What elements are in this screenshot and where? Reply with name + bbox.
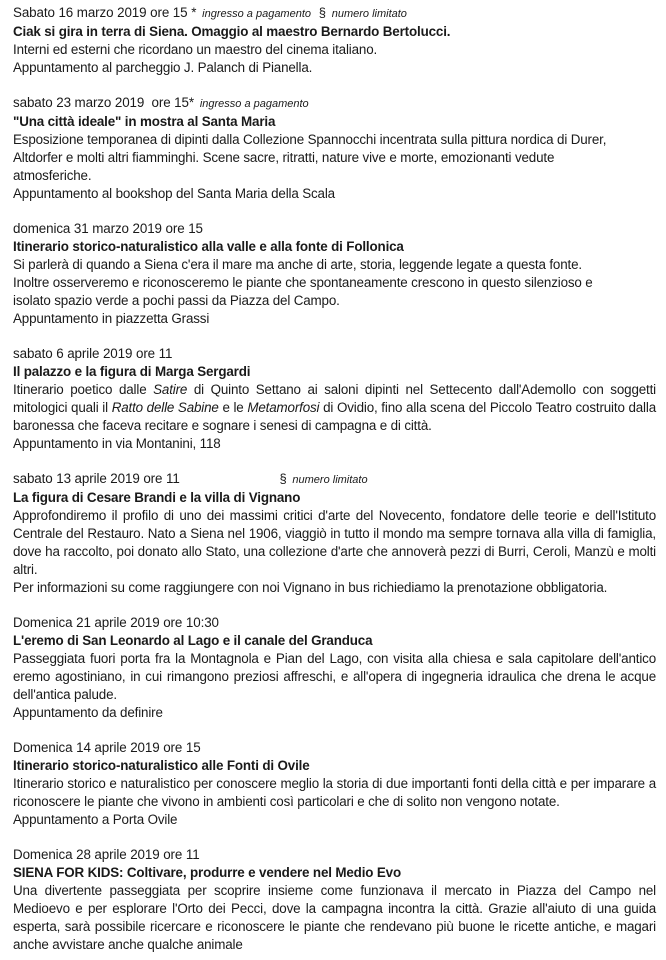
description-text: di Quinto Settano ai saloni dipinti nel Settecento dall'Ademollo con soggetti mitologici quali il [13,382,656,415]
fee-note: ingresso a pagamento [202,8,312,20]
event-title: La figura di Cesare Brandi e la villa di Vignano [13,490,301,505]
description-italic-title: Satire [153,382,188,397]
event-date: Domenica 21 aprile 2019 ore 10:30 [13,615,219,630]
event-date: Domenica 14 aprile 2019 ore 15 [13,740,201,755]
event-date: sabato 13 aprile 2019 ore 11 [13,471,180,486]
event-description-line: atmosferiche. [13,168,92,183]
event-description-line: isolato spazio verde a pochi passi da Piazza del Campo. [13,293,340,308]
description-text: e le [218,400,248,415]
event-entry [13,345,656,453]
fee-note: ingresso a pagamento [199,98,309,110]
event-description-line: Inoltre osserveremo e riconosceremo le piante che spontaneamente crescono in questo silenzioso e [13,275,593,290]
event-date: Sabato 16 marzo 2019 ore 15 [13,5,188,20]
event-date-line [13,4,656,23]
event-description [13,381,656,435]
event-date-line [13,94,656,113]
event-meeting-point: Per informazioni su come raggiungere con noi Vignano in bus richiediamo la prenotazione obbligatoria. [13,580,608,595]
event-description-line: Altdorfer e molti altri fiamminghi. Scene sacre, ritratti, nature vive e morte, emozionanti vedute [13,150,555,165]
event-title: SIENA FOR KIDS: Coltivare, produrre e vendere nel Medio Evo [13,865,401,880]
description-italic-title: Metamorfosi [247,400,320,415]
event-date-line [13,470,656,489]
event-description-line: Esposizione temporanea di dipinti dalla Collezione Spannocchi incentrata sulla pittura nordica di Durer, [13,132,607,147]
event-description: Approfondiremo il profilo di uno dei massimi critici d'arte del Novecento, fondatore delle teorie e dell'Istituto Centrale del Restauro. Nato a Siena nel 1906, viaggiò in tutto il mondo ma sempre tornava alla villa di famiglia, dove ha raccolto, poi donato allo Stato, una collezione d'arte che annoverà pezzi di Burri, Ceroli, Manzù e molti altri. [13,508,656,577]
limit-note: numero limitato [292,474,368,486]
event-entry [13,94,656,203]
event-date: sabato 23 marzo 2019 ore 15 [13,95,189,110]
event-meeting-point: Appuntamento in via Montanini, 118 [13,436,221,451]
section-mark-icon: § [318,5,326,20]
event-entry [13,739,656,829]
limit-note: numero limitato [331,8,407,20]
event-meeting-point: Appuntamento in piazzetta Grassi [13,311,210,326]
event-title: Ciak si gira in terra di Siena. Omaggio al maestro Bernardo Bertolucci. [13,24,451,39]
event-date: sabato 6 aprile 2019 ore 11 [13,346,173,361]
description-text: di Ovidio, fino alla scena del Piccolo Teatro costruito dalla baronessa che faceva recitare e sognare i senesi di campagna e di città. [13,400,657,433]
fee-star-marker: * [187,5,197,20]
event-entry [13,220,656,328]
event-meeting-point: Appuntamento al parcheggio J. Palanch di Pianella. [13,60,313,75]
fee-star-marker: * [188,95,195,110]
description-text: Itinerario poetico dalle [13,382,154,397]
event-meeting-point: Appuntamento al bookshop del Santa Maria della Scala [13,186,335,201]
event-description: Interni ed esterni che ricordano un maestro del cinema italiano. [13,42,378,57]
event-meeting-point: Appuntamento da definire [13,705,163,720]
event-description-line: Si parlerà di quando a Siena c'era il mare ma anche di arte, storia, leggende legate a questa fonte. [13,257,582,272]
event-description: Itinerario storico e naturalistico per conoscere meglio la storia di due importanti fonti della città e per imparare a riconoscere le piante che vivono in ambienti così particolari e che di solito non vengono notate. [13,776,656,809]
event-entry [13,470,656,597]
event-entry [13,846,656,954]
description-italic-title: Ratto delle Sabine [111,400,219,415]
event-description: Una divertente passeggiata per scoprire insieme come funzionava il mercato in Piazza del Campo nel Medioevo e per esplorare l'Orto dei Pecci, dove la campagna incontra la città. Grazie all'aiuto di una guida esperta, sarà possibile ricercare e riconoscere le piante che rendevano più buone le ricette antiche, e magari anche avvistare anche qualche animale [13,883,656,952]
event-meeting-point: Appuntamento a Porta Ovile [13,812,178,827]
event-date: domenica 31 marzo 2019 ore 15 [13,221,203,236]
event-date: Domenica 28 aprile 2019 ore 11 [13,847,200,862]
event-title: "Una città ideale" in mostra al Santa Maria [13,114,276,129]
event-title: Il palazzo e la figura di Marga Sergardi [13,364,251,379]
event-entry [13,4,656,77]
event-description: Passeggiata fuori porta fra la Montagnola e Pian del Lago, con visita alla chiesa e sala capitolare dell'antico eremo agostiniano, in cui rimangono preziosi affreschi, e all'opera di ingegneria idraulica che drena le acque dell'antica palude. [13,651,656,702]
event-entry [13,614,656,722]
event-title: Itinerario storico-naturalistico alle Fonti di Ovile [13,758,310,773]
section-mark-icon: § [279,471,287,486]
event-title: L'eremo di San Leonardo al Lago e il canale del Granduca [13,633,373,648]
event-title: Itinerario storico-naturalistico alla valle e alla fonte di Follonica [13,239,404,254]
